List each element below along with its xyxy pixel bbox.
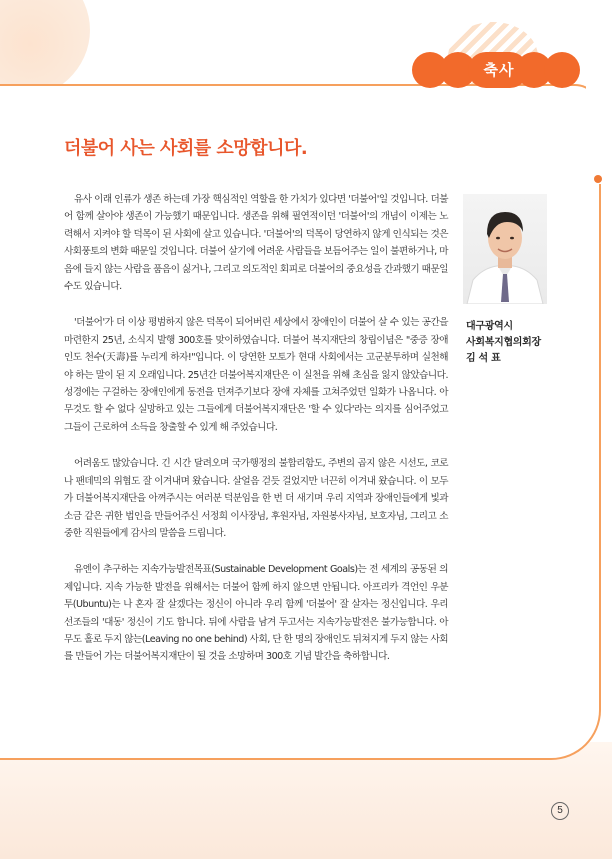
author-title: 사회복지협의회장 (466, 337, 541, 348)
frame-gap (586, 84, 606, 184)
section-badge: 축사 (483, 61, 515, 79)
frame-dot (594, 175, 602, 183)
page-number: 5 (551, 802, 569, 820)
portrait-photo (463, 194, 547, 304)
paragraph: 어려움도 많았습니다. 긴 시간 달려오며 국가행정의 불합리함도, 주변의 곱지 않은 시선도, 코로나 팬데믹의 위협도 잘 이겨내며 왔습니다. 살얼음 걷듯 걸었지만 너끈히 이겨내 왔습니다. 이 모두가 더불어복지재단을 아껴주시는 여러분 덕분임을 한 번 더 새기며 우리 지역과 장애인들에게 빛과 소금 같은 귀한 법인을 만들어주신 서정희 이사장님, 후원자님, 자원봉사자님, 보호자님, 그리고 소중한 직원들에게 감사의 말씀을 드립니다. (64, 458, 448, 539)
paragraph: 유엔이 추구하는 지속가능발전목표(Sustainable Development Goals)는 전 세계의 공동된 의제입니다. 지속 가능한 발전을 위해서는 더불어 함께 하지 않으면 안됩니다. 아프리카 격언인 우분투(Ubuntu)는 나 혼자 잘 살겠다는 정신이 아니라 우리 함께 '더불어' 잘 살자는 정신입니다. 우리 선조들의 '대동' 정신이 기도 합니다. 뒤에 사람을 남겨 두고서는 지속가능발전은 불가능합니다. 아무도 홀로 두지 않는(Leaving no one behind) 사회, 단 한 명의 장애인도 뒤쳐지게 두지 않는 사회를 만들어 가는 더불어복지재단이 될 것을 소망하며 300호 기념 발간을 축하합니다. (64, 564, 448, 663)
page-title: 더불어 사는 사회를 소망합니다. (64, 138, 308, 159)
author-name: 김 석 표 (466, 353, 501, 364)
article-body (64, 191, 448, 685)
paragraph: 유사 이래 인류가 생존 하는데 가장 핵심적인 역할을 한 가치가 있다면 '더불어'일 것입니다. 더불어 함께 살아야 생존이 가능했기 때문입니다. 생존을 위해 필연적이던 '더불어'의 개념이 이제는 노력해서 지켜야 할 덕목이 된 사회에 살고 있습니다. '더불어'의 덕목이 당연하지 않게 인식되는 것은 사회풍토의 변화 때문일 것입니다. 더불어 살기에 어려운 사람들을 보듬어주는 일이 불편하거나, 마음에 들지 않는 사람을 품음이 싫거나, 그리고 의도적인 회피로 더불어의 중요성을 간과했기 때문일 수도 있습니다. (64, 194, 448, 293)
author-org: 대구광역시 (466, 321, 513, 332)
paragraph: '더불어'가 더 이상 평범하지 않은 덕목이 되어버린 세상에서 장애인이 더불어 살 수 있는 공간을 마련한지 25년, 소식지 발행 300호를 맞이하였습니다. 더불어 복지재단의 창립이념은 "중증 장애인도 천수(天壽)를 누리게 하자!"입니다. 이 당연한 모토가 현대 사회에서는 고군분투하며 실천해야 하는 말이 된 지 오래입니다. 25년간 더불어복지재단은 이 실천을 위해 초심을 잃지 않았습니다. 성경에는 구걸하는 장애인에게 동전을 던져주기보다 장애 자체를 고쳐주었던 일화가 나옵니다. 아무것도 할 수 없다 실망하고 있는 그들에게 더불어복지재단은 '할 수 있다'라는 의지를 심어주었고 그들이 근로하여 소득을 창출할 수 있게 해 주었습니다. (64, 317, 448, 433)
